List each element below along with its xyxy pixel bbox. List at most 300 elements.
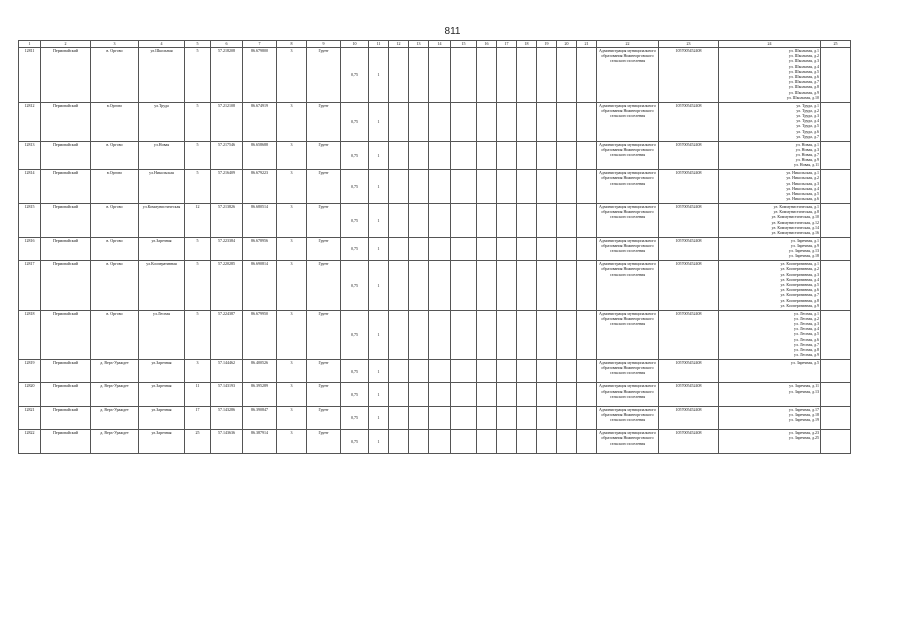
table-row <box>19 261 851 310</box>
cell-longitude: 86.678956 <box>243 237 277 260</box>
cell-ogrn: 1057005452408 <box>659 102 719 141</box>
cell-empty <box>389 310 409 359</box>
cell-col11: 1 <box>369 430 389 453</box>
cell-surface: Грунт <box>307 406 341 429</box>
cell-col8: 3 <box>277 261 307 310</box>
cell-owner: Администрация муниципального образования Нижнеорговского сельского поселения <box>597 48 659 103</box>
cell-latitude: 57.143193 <box>211 383 243 406</box>
address-line: ул. Новая, д.1 <box>795 141 819 147</box>
cell-district: Пермовайский <box>41 237 91 260</box>
cell-empty <box>517 102 537 141</box>
cell-addresses <box>719 237 821 260</box>
cell-empty <box>537 102 557 141</box>
cell-surface: Грунт <box>307 170 341 204</box>
address-line: ул. Лесная, д.9 <box>794 352 819 358</box>
cell-street: ул.Заречная <box>139 383 185 406</box>
cell-empty <box>517 261 537 310</box>
cell-district: Пермовайский <box>41 359 91 382</box>
cell-empty <box>429 261 451 310</box>
cell-empty <box>389 237 409 260</box>
address-line: ул. Заречная, д.13 <box>788 388 819 394</box>
cell-col11: 1 <box>369 406 389 429</box>
cell-empty <box>557 102 577 141</box>
address-line: ул. Школьная, д.4 <box>788 63 819 69</box>
cell-col10: 0,75 <box>341 102 369 141</box>
cell-empty <box>577 261 597 310</box>
cell-empty <box>497 261 517 310</box>
table-row <box>19 102 851 141</box>
address-line: ул. Заречная, д.18 <box>788 253 819 259</box>
cell-number: 11 <box>185 383 211 406</box>
cell-district: Пермовайский <box>41 406 91 429</box>
cell-empty <box>409 102 429 141</box>
address-line: ул. Школьная, д.10 <box>786 94 819 100</box>
cell-id: 12812 <box>19 102 41 141</box>
address-line: ул. Кооперативная, д.8 <box>780 297 819 303</box>
cell-number: 5 <box>185 48 211 103</box>
cell-col11: 1 <box>369 48 389 103</box>
cell-settlement: в. Оргово <box>91 141 139 170</box>
cell-street: ул.Труда <box>139 102 185 141</box>
cell-longitude: 86.680514 <box>243 203 277 237</box>
cell-empty <box>451 261 477 310</box>
cell-district: Пермовайский <box>41 203 91 237</box>
cell-col11: 1 <box>369 261 389 310</box>
cell-number: 5 <box>185 141 211 170</box>
cell-col8: 3 <box>277 310 307 359</box>
address-line: ул. Труда, д.1 <box>796 102 819 108</box>
cell-district: Пермовайский <box>41 310 91 359</box>
cell-empty <box>451 141 477 170</box>
address-line: ул. Лесная, д.7 <box>794 341 819 347</box>
cell-empty <box>451 310 477 359</box>
address-line: ул. Никольская, д.1 <box>786 170 819 176</box>
cell-empty <box>537 203 557 237</box>
address-line: ул. Лесная, д.3 <box>794 320 819 326</box>
column-number-cell: 23 <box>659 41 719 48</box>
address-line: ул. Труда, д.6 <box>796 128 819 134</box>
cell-empty <box>389 102 409 141</box>
cell-surface: Грунт <box>307 141 341 170</box>
cell-empty <box>517 48 537 103</box>
cell-addresses <box>719 261 821 310</box>
cell-owner: Администрация муниципального образования Нижнеорговского сельского поселения <box>597 141 659 170</box>
address-line: ул. Никольская, д.2 <box>786 175 819 181</box>
cell-empty <box>577 102 597 141</box>
cell-empty <box>577 383 597 406</box>
cell-longitude: 86.400526 <box>243 359 277 382</box>
cell-street: ул.Новая <box>139 141 185 170</box>
cell-col8: 3 <box>277 203 307 237</box>
cell-empty <box>429 237 451 260</box>
address-line: ул. Труда, д.3 <box>796 113 819 118</box>
cell-street: ул.Кооперативная <box>139 261 185 310</box>
column-number-cell: 25 <box>821 41 851 48</box>
cell-empty <box>497 383 517 406</box>
cell-number: 5 <box>185 102 211 141</box>
cell-ogrn: 1057005452408 <box>659 48 719 103</box>
cell-col10: 0,75 <box>341 141 369 170</box>
cell-empty <box>557 203 577 237</box>
cell-col10: 0,75 <box>341 203 369 237</box>
address-line: ул. Заречная, д.17 <box>788 406 819 412</box>
cell-empty <box>477 48 497 103</box>
cell-empty <box>409 170 429 204</box>
address-line: ул. Школьная, д.7 <box>788 79 819 85</box>
cell-col8: 3 <box>277 141 307 170</box>
cell-empty <box>821 406 851 429</box>
cell-longitude: 86.658688 <box>243 141 277 170</box>
cell-addresses <box>719 170 821 204</box>
address-line: ул. Труда, д.2 <box>796 107 819 113</box>
cell-surface: Грунт <box>307 102 341 141</box>
address-line: ул. Труда, д.5 <box>796 123 819 129</box>
cell-empty <box>577 310 597 359</box>
address-line: ул. Труда, д.4 <box>796 118 819 124</box>
cell-empty <box>557 170 577 204</box>
cell-district: Пермовайский <box>41 261 91 310</box>
cell-street: ул.Заречная <box>139 359 185 382</box>
cell-settlement: в. Оргово <box>91 203 139 237</box>
cell-surface: Грунт <box>307 430 341 453</box>
cell-number: 25 <box>185 430 211 453</box>
cell-longitude: 86.387914 <box>243 430 277 453</box>
cell-street: ул.Коммунистическая <box>139 203 185 237</box>
cell-longitude: 86.674919 <box>243 102 277 141</box>
cell-empty <box>429 170 451 204</box>
cell-empty <box>821 359 851 382</box>
column-number-row <box>19 41 851 48</box>
cell-empty <box>409 48 429 103</box>
table-body <box>19 41 851 454</box>
cell-addresses <box>719 203 821 237</box>
cell-addresses <box>719 406 821 429</box>
cell-longitude: 86.679223 <box>243 170 277 204</box>
address-line: ул. Никольская, д.3 <box>786 180 819 186</box>
address-line: ул. Никольская, д.6 <box>786 196 819 202</box>
address-line: ул. Новая, д.3 <box>795 146 819 152</box>
cell-owner: Администрация муниципального образования Нижнеорговского сельского поселения <box>597 261 659 310</box>
address-line: ул. Кооперативная, д.1 <box>780 261 819 267</box>
cell-empty <box>429 203 451 237</box>
cell-empty <box>389 141 409 170</box>
column-number-cell: 21 <box>577 41 597 48</box>
table-row <box>19 203 851 237</box>
cell-empty <box>537 406 557 429</box>
cell-ogrn: 1057005452408 <box>659 261 719 310</box>
cell-latitude: 57.218208 <box>211 48 243 103</box>
cell-settlement: в. Оргово <box>91 310 139 359</box>
cell-empty <box>429 141 451 170</box>
cell-number: 12 <box>185 203 211 237</box>
address-line: ул. Кооперативная, д.4 <box>780 276 819 282</box>
cell-empty <box>577 406 597 429</box>
cell-empty <box>409 237 429 260</box>
address-line: ул. Кооперативная, д.3 <box>780 271 819 277</box>
cell-longitude: 86.690814 <box>243 261 277 310</box>
address-line: ул. Школьная, д.2 <box>788 53 819 59</box>
table-row <box>19 237 851 260</box>
address-line: ул. Заречная, д.25 <box>788 435 819 441</box>
cell-empty <box>537 261 557 310</box>
column-number-cell: 19 <box>537 41 557 48</box>
cell-empty <box>577 237 597 260</box>
column-number-cell: 3 <box>91 41 139 48</box>
cell-empty <box>477 102 497 141</box>
cell-ogrn: 1057005452408 <box>659 203 719 237</box>
cell-district: Пермовайский <box>41 48 91 103</box>
cell-street: ул.Школьная <box>139 48 185 103</box>
cell-col10: 0,75 <box>341 359 369 382</box>
cell-empty <box>477 359 497 382</box>
cell-col10: 0,75 <box>341 406 369 429</box>
table-row <box>19 406 851 429</box>
table-row <box>19 48 851 103</box>
cell-empty <box>451 48 477 103</box>
cell-empty <box>821 170 851 204</box>
cell-owner: Администрация муниципального образования Нижнеорговского сельского поселения <box>597 406 659 429</box>
cell-empty <box>821 141 851 170</box>
cell-empty <box>409 430 429 453</box>
address-line: ул. Коммунистическая, д.1 <box>773 203 819 209</box>
address-line: ул. Школьная, д.3 <box>788 58 819 64</box>
cell-empty <box>821 310 851 359</box>
cell-empty <box>497 237 517 260</box>
cell-empty <box>389 48 409 103</box>
register-table <box>18 40 851 454</box>
cell-empty <box>557 261 577 310</box>
cell-col8: 3 <box>277 237 307 260</box>
cell-empty <box>537 141 557 170</box>
cell-empty <box>451 102 477 141</box>
cell-empty <box>477 310 497 359</box>
cell-settlement: д. Верх-Ураждет <box>91 430 139 453</box>
address-line: ул. Коммунистическая, д.8 <box>773 209 819 215</box>
cell-col11: 1 <box>369 170 389 204</box>
address-line: ул. Коммунистическая, д.16 <box>771 230 819 235</box>
cell-col8: 3 <box>277 48 307 103</box>
cell-empty <box>409 203 429 237</box>
column-number-cell: 14 <box>429 41 451 48</box>
table-row <box>19 141 851 170</box>
cell-empty <box>517 383 537 406</box>
address-line: ул. Кооперативная, д.7 <box>780 292 819 298</box>
cell-empty <box>451 383 477 406</box>
address-line: ул. Кооперативная, д.6 <box>780 287 819 293</box>
cell-col11: 1 <box>369 141 389 170</box>
cell-empty <box>537 359 557 382</box>
cell-settlement: д. Верх-Ураждет <box>91 359 139 382</box>
address-line: ул. Заречная, д.13 <box>788 248 819 254</box>
cell-empty <box>477 430 497 453</box>
cell-col8: 3 <box>277 359 307 382</box>
cell-col11: 1 <box>369 102 389 141</box>
cell-empty <box>821 383 851 406</box>
address-line: ул. Новая, д.11 <box>793 162 819 168</box>
cell-empty <box>409 141 429 170</box>
cell-surface: Грунт <box>307 359 341 382</box>
address-line: ул. Заречная, д.5 <box>790 359 819 365</box>
cell-empty <box>451 359 477 382</box>
cell-id: 12822 <box>19 430 41 453</box>
address-line: ул. Труда, д.7 <box>796 133 819 139</box>
cell-ogrn: 1057005452408 <box>659 430 719 453</box>
cell-empty <box>557 310 577 359</box>
cell-number: 5 <box>185 310 211 359</box>
cell-empty <box>477 203 497 237</box>
cell-empty <box>429 102 451 141</box>
cell-empty <box>517 359 537 382</box>
cell-empty <box>497 170 517 204</box>
cell-empty <box>557 141 577 170</box>
cell-empty <box>517 430 537 453</box>
cell-latitude: 57.216409 <box>211 170 243 204</box>
address-line: ул. Кооперативная, д.9 <box>780 302 819 308</box>
cell-empty <box>557 237 577 260</box>
address-line: ул. Школьная, д.1 <box>788 48 819 53</box>
cell-settlement: в. Оргово <box>91 237 139 260</box>
cell-empty <box>537 310 557 359</box>
cell-empty <box>577 430 597 453</box>
cell-id: 12818 <box>19 310 41 359</box>
table-row <box>19 383 851 406</box>
cell-longitude: 86.395289 <box>243 383 277 406</box>
table-row <box>19 310 851 359</box>
cell-empty <box>409 406 429 429</box>
cell-latitude: 57.220285 <box>211 261 243 310</box>
cell-empty <box>497 203 517 237</box>
cell-district: Пермовайский <box>41 430 91 453</box>
cell-id: 12811 <box>19 48 41 103</box>
cell-owner: Администрация муниципального образования Нижнеорговского сельского поселения <box>597 430 659 453</box>
column-number-cell: 15 <box>451 41 477 48</box>
column-number-cell: 12 <box>389 41 409 48</box>
cell-latitude: 57.224387 <box>211 310 243 359</box>
cell-settlement: в. Оргово <box>91 48 139 103</box>
cell-owner: Администрация муниципального образования Нижнеорговского сельского поселения <box>597 383 659 406</box>
cell-empty <box>477 170 497 204</box>
cell-empty <box>517 310 537 359</box>
address-line: ул. Коммунистическая, д.10 <box>771 214 819 220</box>
cell-empty <box>429 48 451 103</box>
cell-surface: Грунт <box>307 310 341 359</box>
cell-col8: 3 <box>277 383 307 406</box>
cell-empty <box>409 359 429 382</box>
cell-addresses <box>719 48 821 103</box>
column-number-cell: 8 <box>277 41 307 48</box>
column-number-cell: 6 <box>211 41 243 48</box>
cell-district: Пермовайский <box>41 170 91 204</box>
address-line: ул. Заречная, д.18 <box>788 411 819 417</box>
cell-empty <box>537 48 557 103</box>
address-line: ул. Заречная, д.1 <box>790 237 819 243</box>
cell-empty <box>389 203 409 237</box>
address-line: ул. Лесная, д.1 <box>794 310 819 316</box>
address-line: ул. Новая, д.9 <box>795 157 819 163</box>
cell-empty <box>557 48 577 103</box>
cell-number: 5 <box>185 261 211 310</box>
cell-latitude: 57.213826 <box>211 203 243 237</box>
cell-empty <box>429 383 451 406</box>
cell-col10: 0,75 <box>341 170 369 204</box>
address-line: ул. Лесная, д.8 <box>794 346 819 352</box>
cell-owner: Администрация муниципального образования Нижнеорговского сельского поселения <box>597 102 659 141</box>
cell-addresses <box>719 310 821 359</box>
cell-id: 12817 <box>19 261 41 310</box>
cell-empty <box>389 406 409 429</box>
column-number-cell: 17 <box>497 41 517 48</box>
address-line: ул. Лесная, д.2 <box>794 315 819 321</box>
cell-empty <box>517 141 537 170</box>
cell-latitude: 57.217546 <box>211 141 243 170</box>
address-line: ул. Заречная, д.23 <box>788 430 819 436</box>
cell-surface: Грунт <box>307 237 341 260</box>
cell-empty <box>497 406 517 429</box>
column-number-cell: 9 <box>307 41 341 48</box>
cell-empty <box>557 383 577 406</box>
cell-settlement: в.Оргово <box>91 102 139 141</box>
cell-empty <box>477 406 497 429</box>
cell-ogrn: 1057005452408 <box>659 310 719 359</box>
cell-empty <box>577 170 597 204</box>
address-line: ул. Школьная, д.8 <box>788 84 819 90</box>
cell-empty <box>517 237 537 260</box>
cell-empty <box>451 430 477 453</box>
cell-empty <box>821 102 851 141</box>
cell-empty <box>451 203 477 237</box>
cell-empty <box>497 48 517 103</box>
address-line: ул. Никольская, д.4 <box>786 185 819 191</box>
cell-empty <box>497 102 517 141</box>
cell-empty <box>389 430 409 453</box>
column-number-cell: 4 <box>139 41 185 48</box>
address-line: ул. Школьная, д.5 <box>788 68 819 74</box>
table-row <box>19 430 851 453</box>
cell-col11: 1 <box>369 237 389 260</box>
cell-settlement: в. Оргово <box>91 261 139 310</box>
cell-surface: Грунт <box>307 203 341 237</box>
cell-empty <box>557 430 577 453</box>
cell-empty <box>821 430 851 453</box>
cell-col10: 0,75 <box>341 310 369 359</box>
cell-empty <box>477 141 497 170</box>
cell-empty <box>821 261 851 310</box>
cell-empty <box>537 430 557 453</box>
cell-longitude: 86.390847 <box>243 406 277 429</box>
cell-ogrn: 1057005452408 <box>659 359 719 382</box>
cell-district: Пермовайский <box>41 141 91 170</box>
cell-col10: 0,75 <box>341 430 369 453</box>
cell-addresses <box>719 383 821 406</box>
cell-ogrn: 1057005452408 <box>659 237 719 260</box>
cell-empty <box>497 310 517 359</box>
cell-col11: 1 <box>369 383 389 406</box>
cell-empty <box>577 359 597 382</box>
cell-id: 12819 <box>19 359 41 382</box>
cell-addresses <box>719 102 821 141</box>
address-line: ул. Лесная, д.4 <box>794 326 819 332</box>
cell-settlement: д. Верх-Ураждет <box>91 406 139 429</box>
cell-empty <box>497 430 517 453</box>
page-number: 811 <box>444 26 461 37</box>
cell-addresses <box>719 141 821 170</box>
column-number-cell: 10 <box>341 41 369 48</box>
cell-ogrn: 1057005452408 <box>659 406 719 429</box>
cell-empty <box>517 170 537 204</box>
cell-empty <box>557 406 577 429</box>
address-line: ул. Заречная, д.11 <box>789 383 819 389</box>
cell-empty <box>409 383 429 406</box>
